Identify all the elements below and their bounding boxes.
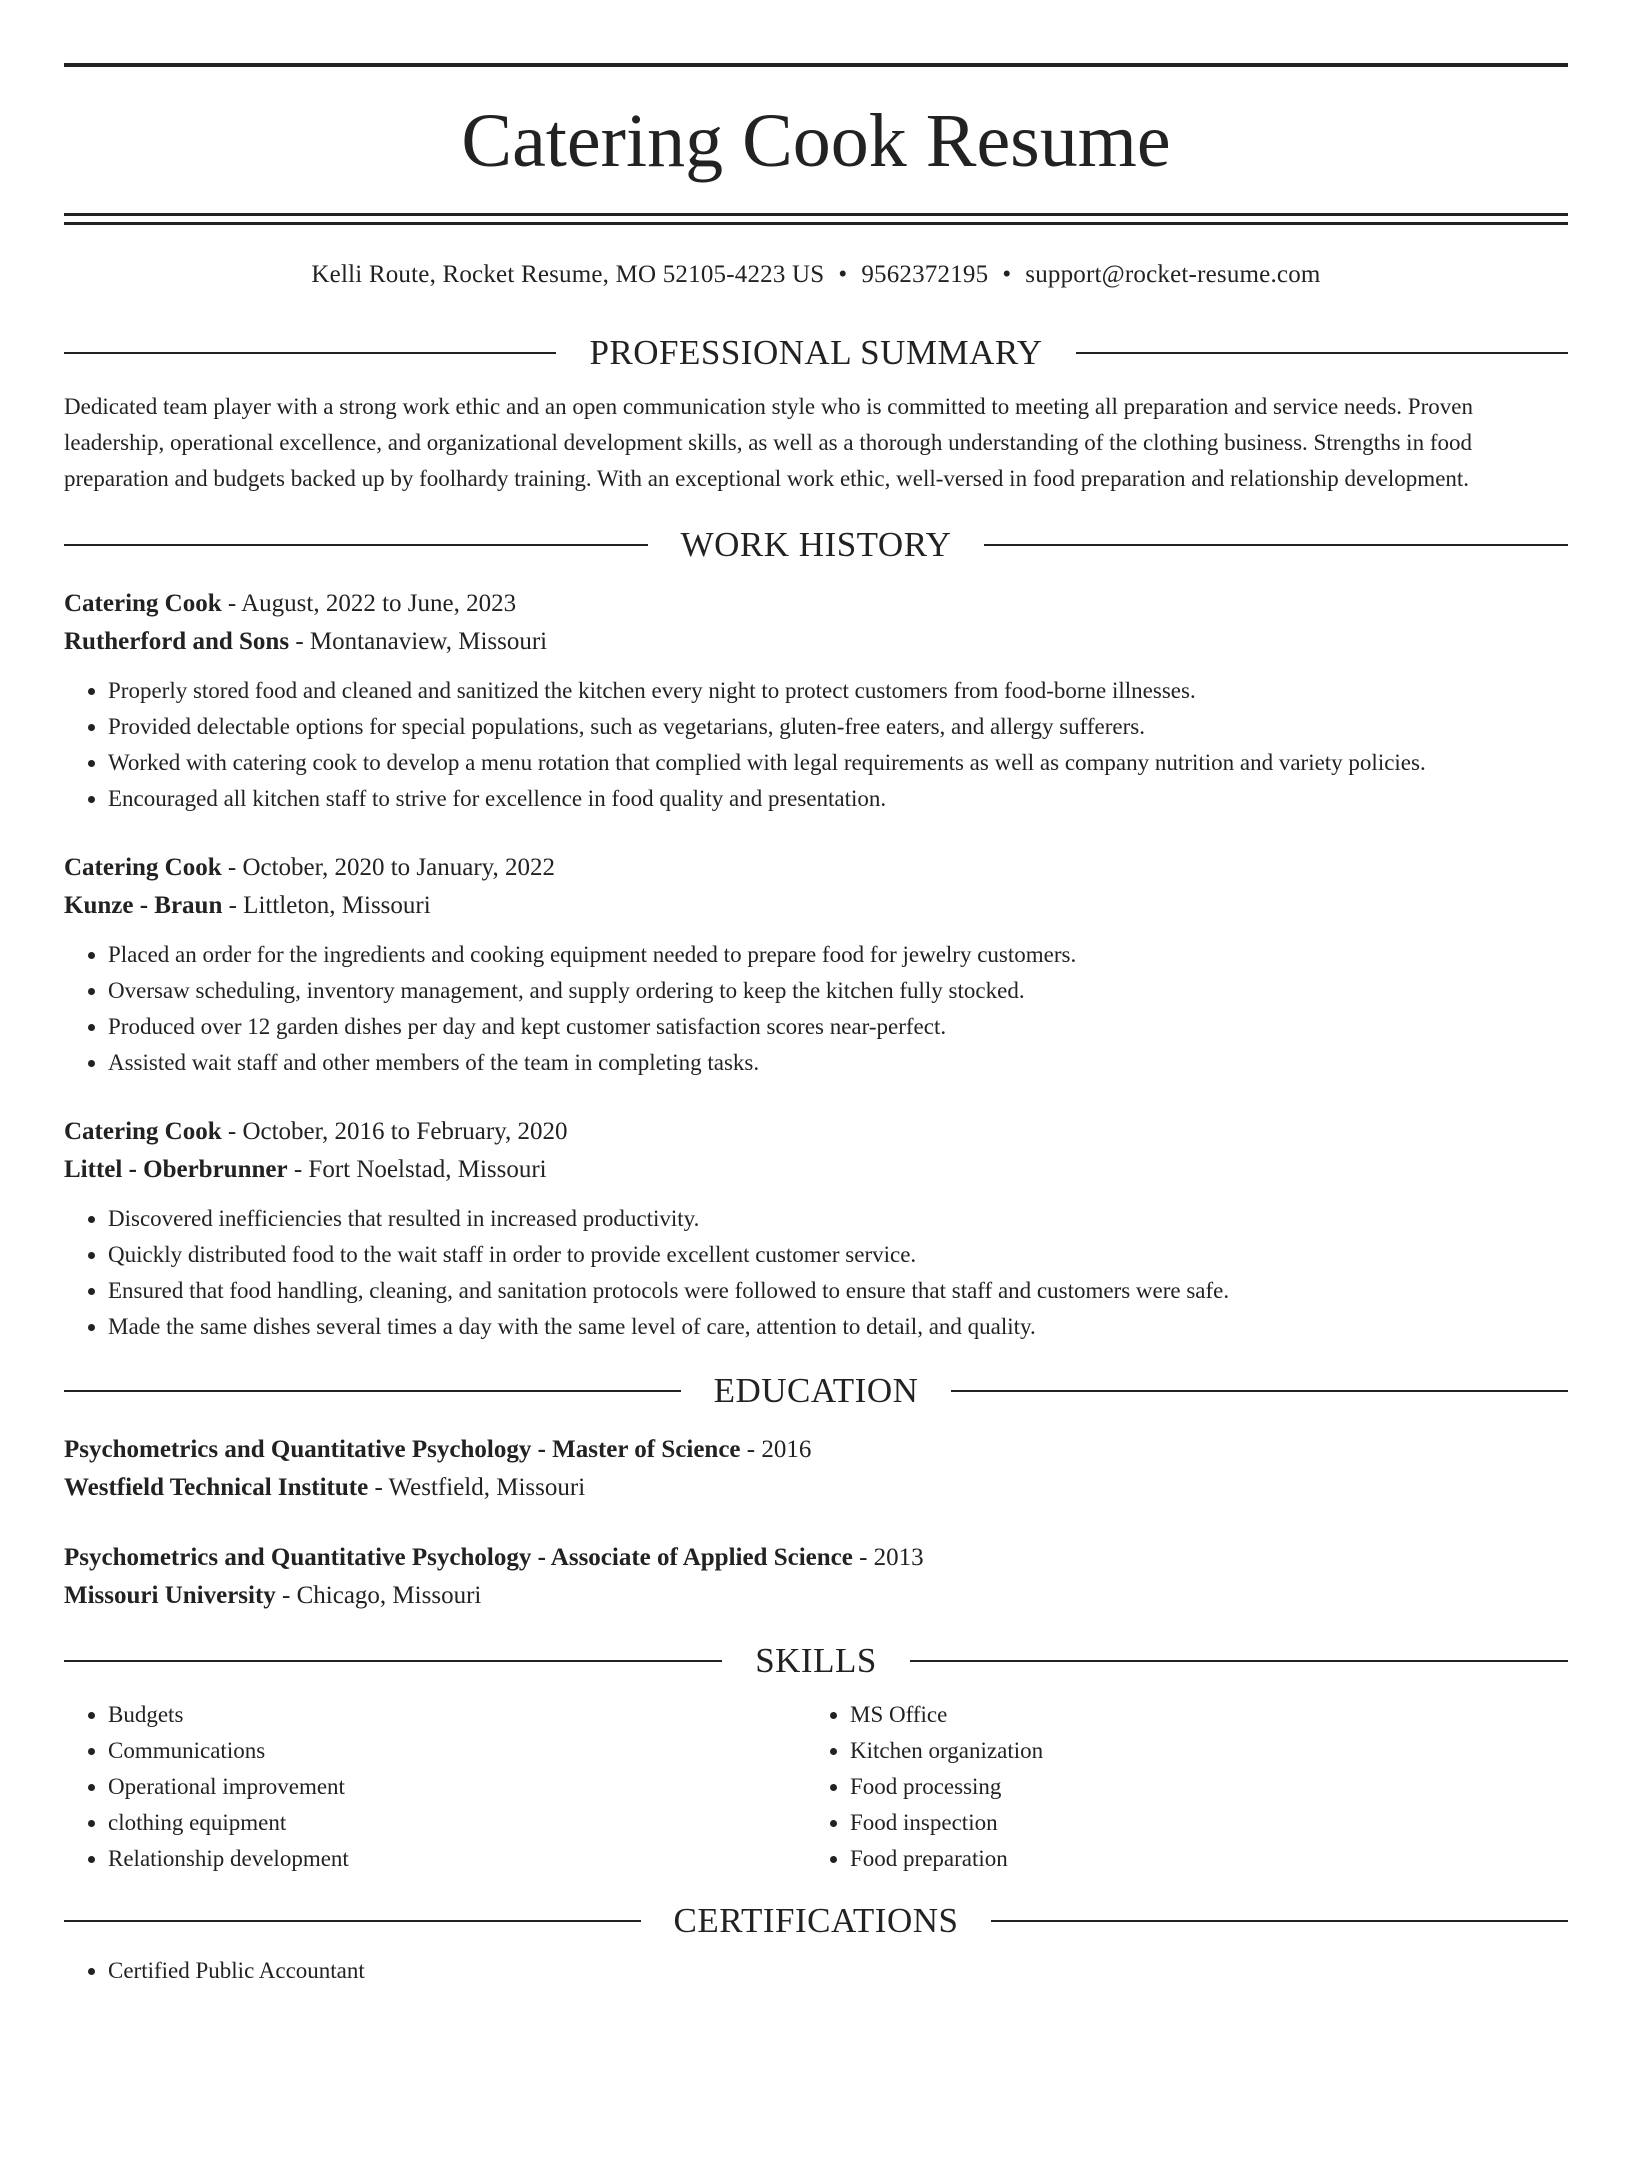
- contact-address: Kelli Route, Rocket Resume, MO 52105-4223 US: [311, 261, 825, 288]
- job-entry: [64, 585, 1568, 817]
- list-item: • Communications: [108, 1733, 806, 1769]
- list-item: • Oversaw scheduling, inventory management, and supply ordering to keep the kitchen fully stocked.: [108, 973, 1568, 1009]
- heading-rule: [64, 1390, 681, 1392]
- heading-rule: [64, 1920, 641, 1922]
- list-item: • Food processing: [850, 1769, 1548, 1805]
- heading-rule: [984, 544, 1568, 546]
- heading-rule: [1076, 352, 1568, 354]
- job-entry: [64, 1113, 1568, 1345]
- heading-rule: [64, 352, 556, 354]
- list-item: • Assisted wait staff and other members of the team in completing tasks.: [108, 1045, 1568, 1081]
- education-school: Westfield Technical Institute: [64, 1474, 369, 1501]
- job-company: Littel - Oberbrunner: [64, 1156, 288, 1183]
- job-company-line: [64, 1151, 1568, 1189]
- contact-line: [64, 261, 1568, 295]
- job-bullets: [64, 937, 1568, 1081]
- list-item: • Budgets: [108, 1697, 806, 1733]
- job-entry: [64, 849, 1568, 1081]
- list-item: • Worked with catering cook to develop a menu rotation that complied with legal requirements as well as company nutrition and variety policies.: [108, 745, 1568, 781]
- list-item: • Produced over 12 garden dishes per day and kept customer satisfaction scores near-perfect.: [108, 1009, 1568, 1045]
- top-rule: [64, 63, 1568, 67]
- list-item: • MS Office: [850, 1697, 1548, 1733]
- education-degree: Psychometrics and Quantitative Psychology - Associate of Applied Science: [64, 1544, 853, 1571]
- job-title: Catering Cook: [64, 854, 222, 881]
- summary-heading-label: PROFESSIONAL SUMMARY: [589, 333, 1043, 372]
- skills-heading-label: SKILLS: [755, 1641, 877, 1680]
- list-item: • Certified Public Accountant: [108, 1953, 1568, 1989]
- job-location: - Montanaview, Missouri: [289, 628, 548, 655]
- certifications-list: [64, 1953, 1568, 1989]
- education-heading: [64, 1371, 1568, 1411]
- job-company: Kunze - Braun: [64, 892, 223, 919]
- job-dates: - August, 2022 to June, 2023: [221, 590, 517, 617]
- job-title-line: [64, 1113, 1568, 1151]
- education-school-line: [64, 1577, 1568, 1615]
- list-item: • Ensured that food handling, cleaning, and sanitation protocols were followed to ensure that staff and customers were safe.: [108, 1273, 1568, 1309]
- job-company-line: [64, 887, 1568, 925]
- list-item: • Quickly distributed food to the wait staff in order to provide excellent customer service.: [108, 1237, 1568, 1273]
- title-double-rule: [64, 213, 1568, 225]
- education-school: Missouri University: [64, 1582, 276, 1609]
- job-dates: - October, 2020 to January, 2022: [221, 854, 556, 881]
- contact-separator: •: [838, 261, 848, 288]
- job-title: Catering Cook: [64, 590, 222, 617]
- education-degree: Psychometrics and Quantitative Psychology - Master of Science: [64, 1436, 741, 1463]
- work-history-heading: [64, 525, 1568, 565]
- skills-list-left: [64, 1697, 806, 1877]
- skills-heading: [64, 1641, 1568, 1681]
- job-title-line: [64, 585, 1568, 623]
- list-item: • Provided delectable options for special populations, such as vegetarians, gluten-free eaters, and allergy sufferers.: [108, 709, 1568, 745]
- skills-columns: [64, 1697, 1568, 1877]
- job-company: Rutherford and Sons: [64, 628, 290, 655]
- job-bullets: [64, 1201, 1568, 1345]
- work-history-heading-label: WORK HISTORY: [680, 525, 952, 564]
- heading-rule: [910, 1660, 1568, 1662]
- heading-rule: [64, 1660, 722, 1662]
- education-year: - 2016: [740, 1436, 812, 1463]
- list-item: • Placed an order for the ingredients and cooking equipment needed to prepare food for jewelry customers.: [108, 937, 1568, 973]
- list-item: • Kitchen organization: [850, 1733, 1548, 1769]
- list-item: • Operational improvement: [108, 1769, 806, 1805]
- heading-rule: [64, 544, 648, 546]
- list-item: • Properly stored food and cleaned and sanitized the kitchen every night to protect customers from food-borne illnesses.: [108, 673, 1568, 709]
- education-degree-line: [64, 1539, 1568, 1577]
- job-location: - Littleton, Missouri: [222, 892, 431, 919]
- contact-separator: •: [1002, 261, 1012, 288]
- list-item: • Food inspection: [850, 1805, 1548, 1841]
- heading-rule: [991, 1920, 1568, 1922]
- list-item: • Made the same dishes several times a day with the same level of care, attention to detail, and quality.: [108, 1309, 1568, 1345]
- list-item: • Encouraged all kitchen staff to strive for excellence in food quality and presentation.: [108, 781, 1568, 817]
- list-item: • Relationship development: [108, 1841, 806, 1877]
- list-item: • Food preparation: [850, 1841, 1548, 1877]
- certifications-heading-label: CERTIFICATIONS: [673, 1901, 959, 1940]
- education-location: - Chicago, Missouri: [275, 1582, 482, 1609]
- education-degree-line: [64, 1431, 1568, 1469]
- summary-text: Dedicated team player with a strong work ethic and an open communication style who is committed to meeting all preparation and service needs. Proven leadership, operational excellence, and organizational development skills, as well as a thorough understanding of the clothing business. Strengths in food preparation and budgets backed up by foolhardy training. With an exceptional work ethic, well-versed in food preparation and relationship development.: [64, 394, 1473, 491]
- job-bullets: [64, 673, 1568, 817]
- education-entry: [64, 1539, 1568, 1615]
- summary-heading: [64, 333, 1568, 373]
- job-dates: - October, 2016 to February, 2020: [221, 1118, 568, 1145]
- skills-list-right: [806, 1697, 1548, 1877]
- resume-page: [0, 63, 1632, 2175]
- job-title-line: [64, 849, 1568, 887]
- job-title: Catering Cook: [64, 1118, 222, 1145]
- job-location: - Fort Noelstad, Missouri: [287, 1156, 547, 1183]
- resume-title: Catering Cook Resume: [461, 99, 1171, 183]
- certifications-heading: [64, 1901, 1568, 1941]
- education-entry: [64, 1431, 1568, 1507]
- list-item: • clothing equipment: [108, 1805, 806, 1841]
- contact-phone: 9562372195: [861, 261, 989, 288]
- list-item: • Discovered inefficiencies that resulted in increased productivity.: [108, 1201, 1568, 1237]
- education-year: - 2013: [852, 1544, 924, 1571]
- heading-rule: [951, 1390, 1568, 1392]
- contact-email: support@rocket-resume.com: [1025, 261, 1321, 288]
- education-location: - Westfield, Missouri: [368, 1474, 586, 1501]
- education-school-line: [64, 1469, 1568, 1507]
- education-heading-label: EDUCATION: [713, 1371, 919, 1410]
- job-company-line: [64, 623, 1568, 661]
